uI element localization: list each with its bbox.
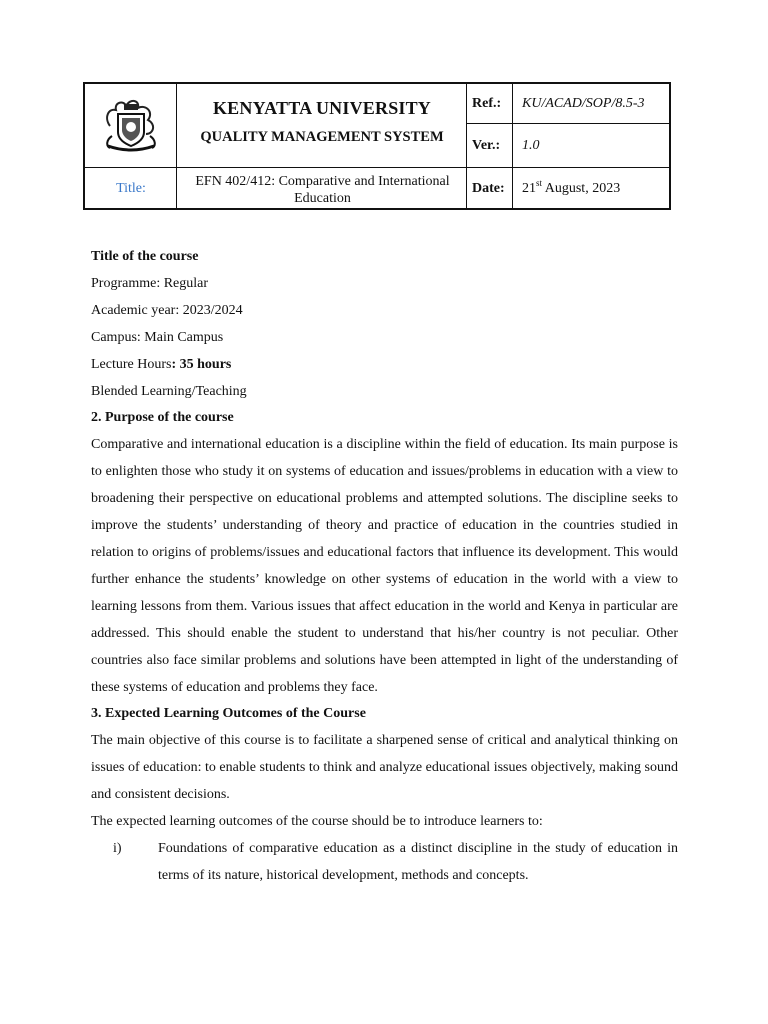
- ref-label: Ref.:: [472, 96, 502, 111]
- version-label: Ver.:: [472, 138, 501, 153]
- course-code-title: EFN 402/412: Comparative and International Education: [195, 174, 450, 206]
- date-value: [522, 178, 621, 197]
- outcomes-heading: 3. Expected Learning Outcomes of the Course: [91, 706, 366, 722]
- version-value: 1.0: [522, 138, 540, 153]
- table-divider: [466, 84, 467, 208]
- academic-year-line: Academic year: 2023/2024: [91, 302, 243, 318]
- purpose-paragraph: Comparative and international education is a discipline within the field of education. Its main purpose is to enlighten those who study it on systems of education and issues/problems in education with a view to broadening their perspective on educational problems and attempted solutions. The discipline seeks to improve the students’ understanding of theory and practice of education in the countries studied in relation to origins of problems/issues and educational factors that influence its development. This would further enhance the students’ knowledge on other systems of education in the world with a view to learning lessons from them. Various issues that affect education in the world and Kenya in particular are addressed. This should enable the student to understand that his/her country is not peculiar. Other countries also face similar problems and solutions have been attempted in light of the understanding of these systems of education and problems they face.: [91, 437, 678, 695]
- document-header-table: [83, 82, 671, 210]
- table-divider: [466, 123, 669, 124]
- title-label: Title:: [116, 181, 146, 196]
- purpose-heading: 2. Purpose of the course: [91, 410, 234, 426]
- logo-cell: [85, 84, 177, 168]
- list-item: [91, 836, 678, 890]
- date-suffix: st: [536, 178, 543, 188]
- list-item-text: Foundations of comparative education as a distinct discipline in the study of education in terms of its nature, historical development, methods and concepts.: [158, 840, 678, 883]
- campus-line: Campus: Main Campus: [91, 329, 224, 345]
- delivery-line: Blended Learning/Teaching: [91, 383, 247, 399]
- lecture-hours-value: : 35 hours: [171, 356, 232, 372]
- programme-line: Programme: Regular: [91, 275, 209, 291]
- course-title-heading: Title of the course: [91, 249, 199, 264]
- document-body: [91, 244, 678, 890]
- ref-value: KU/ACAD/SOP/8.5-3: [522, 96, 645, 111]
- outcomes-intro: The expected learning outcomes of the course should be to introduce learners to:: [91, 814, 543, 830]
- quality-management-system: QUALITY MANAGEMENT SYSTEM: [200, 129, 444, 145]
- outcomes-paragraph: The main objective of this course is to facilitate a sharpened sense of critical and analytical thinking on issues of education: to enable students to think and analyze educational issues objectively, making sound and consistent decisions.: [91, 733, 678, 803]
- lecture-hours-label: Lecture Hours: [91, 356, 172, 372]
- date-label: Date:: [472, 181, 505, 196]
- university-crest-icon: [100, 96, 162, 156]
- date-day: 21: [522, 181, 536, 196]
- date-rest: August, 2023: [542, 181, 621, 196]
- list-item-number: i): [113, 840, 122, 856]
- lecture-hours-line: [91, 352, 678, 379]
- table-divider: [512, 84, 513, 208]
- university-name: KENYATTA UNIVERSITY: [212, 98, 432, 118]
